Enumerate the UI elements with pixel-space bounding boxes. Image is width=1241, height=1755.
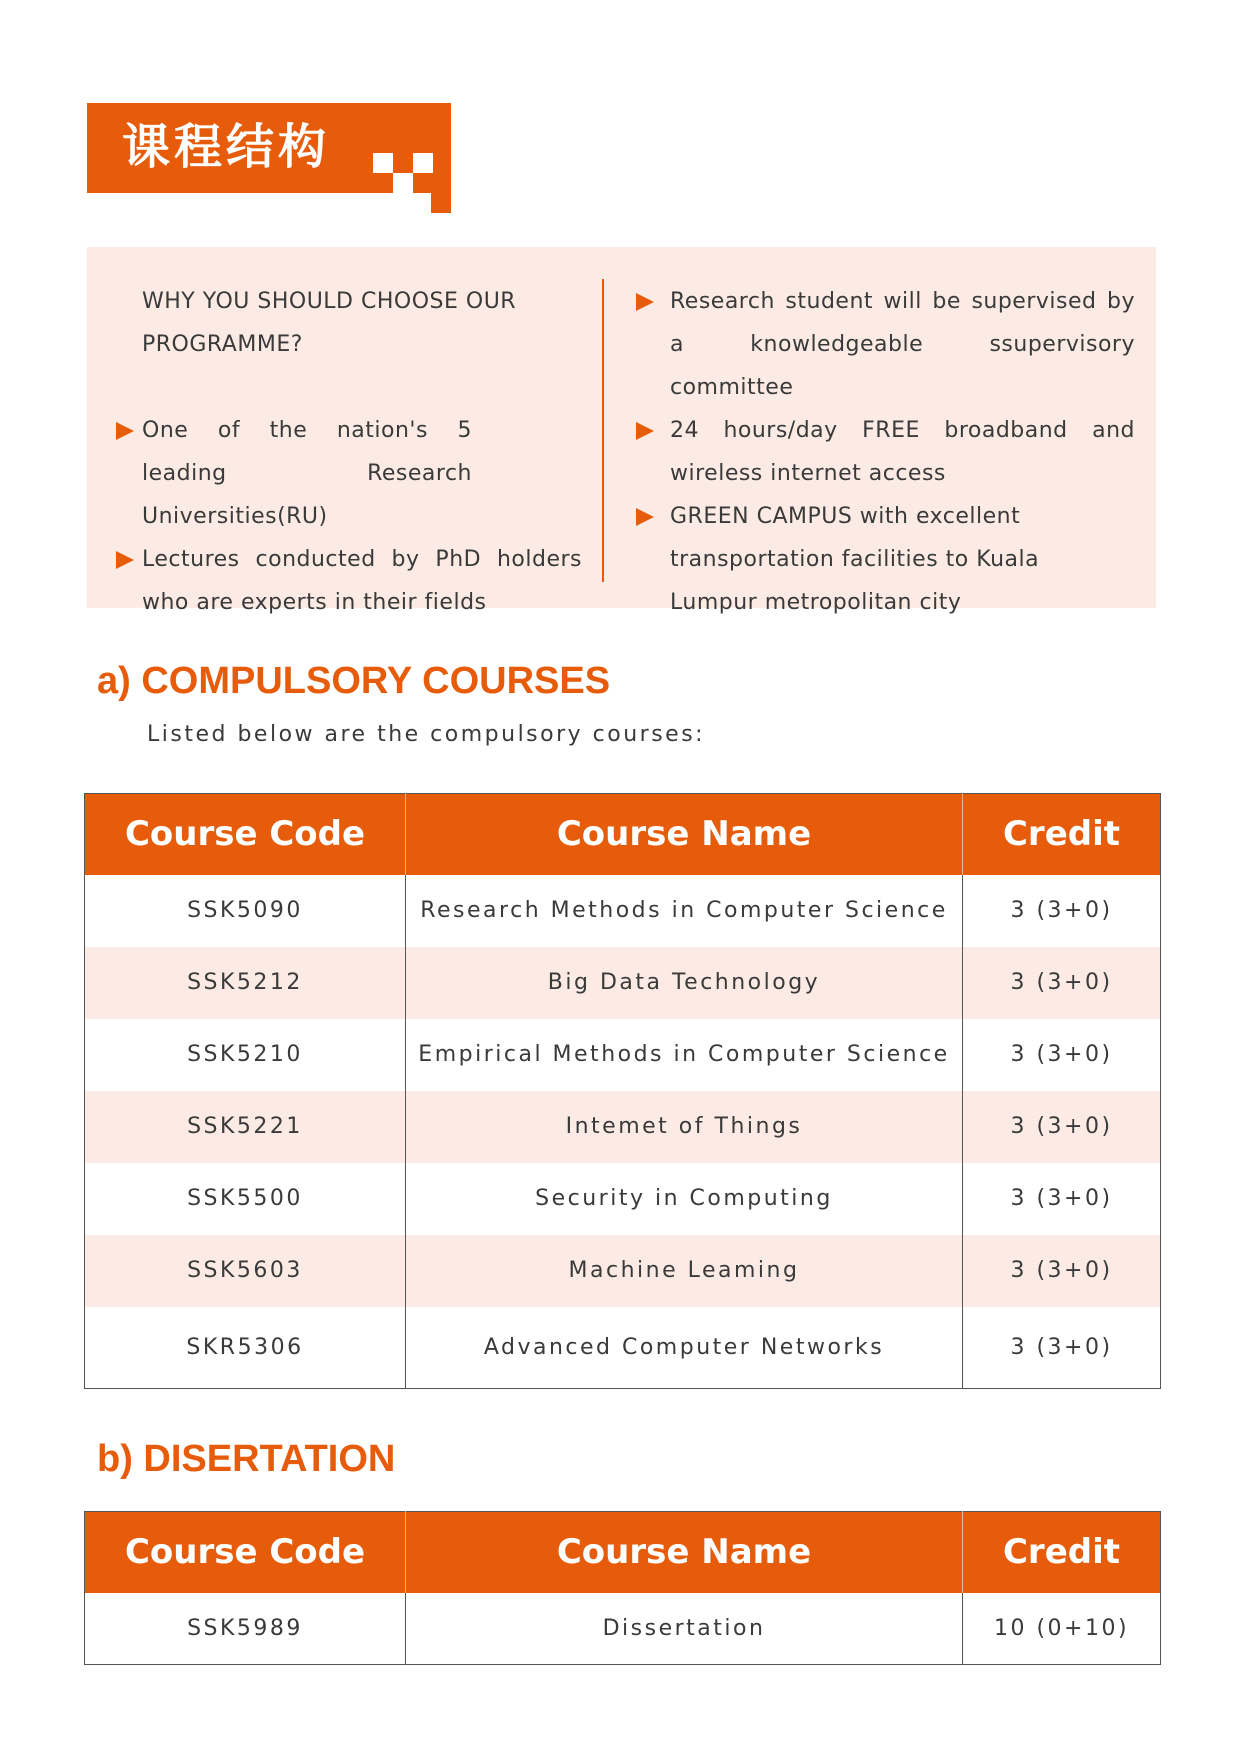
course-name: Intemet of Things [406, 1091, 963, 1163]
table-row [85, 947, 1161, 1019]
course-code: SSK5221 [85, 1091, 406, 1163]
triangle-bullet-icon [636, 508, 654, 526]
triangle-bullet-icon [636, 422, 654, 440]
compulsory-subtext: Listed below are the compulsory courses: [147, 722, 706, 747]
table-row [85, 1593, 1161, 1665]
intro-heading: WHY YOU SHOULD CHOOSE OUR PROGRAMME? [142, 289, 517, 357]
intro-bullet-text: Research student will be supervised by a knowledgeable ssupervisory committee [670, 289, 1135, 400]
course-name: Big Data Technology [406, 947, 963, 1019]
course-code: SSK5500 [85, 1163, 406, 1235]
table-row [85, 875, 1161, 947]
course-credit: 3 (3+0) [1010, 1042, 1113, 1067]
course-credit: 3 (3+0) [963, 1091, 1161, 1163]
table-header-row [85, 1512, 1161, 1593]
info-right-column [670, 280, 1135, 624]
table-row [85, 1307, 1161, 1389]
course-name: Advanced Computer Networks [406, 1307, 963, 1389]
column-header-name: Course Name [406, 1512, 963, 1593]
triangle-bullet-icon [636, 293, 654, 311]
course-code: SSK5989 [85, 1593, 406, 1665]
page-title: 课程结构 [122, 119, 331, 175]
course-name: Empirical Methods in Computer Science [406, 1019, 963, 1091]
triangle-bullet-icon [116, 551, 134, 569]
course-credit: 3 (3+0) [1010, 1334, 1113, 1360]
column-header-code: Course Code [85, 1512, 406, 1593]
table-row [85, 1091, 1161, 1163]
course-name: Machine Leaming [406, 1235, 963, 1307]
course-credit: 10 (0+10) [993, 1615, 1130, 1641]
info-left-column [142, 280, 582, 624]
column-header-name: Course Name [406, 794, 963, 875]
course-code: SSK5603 [85, 1235, 406, 1307]
dissertation-heading: b) DISERTATION [97, 1438, 396, 1480]
table-row [85, 1235, 1161, 1307]
column-header-credit: Credit [963, 1512, 1161, 1593]
column-header-credit: Credit [963, 794, 1161, 875]
info-divider [602, 279, 604, 582]
triangle-bullet-icon [116, 422, 134, 440]
course-credit: 3 (3+0) [1010, 898, 1113, 923]
course-code: SSK5210 [85, 1019, 406, 1091]
intro-bullet [142, 409, 582, 538]
intro-bullet-text: One of the nation's 5 leading Research Universities(RU) [142, 418, 472, 529]
intro-bullet [142, 538, 582, 624]
table-row [85, 1163, 1161, 1235]
dissertation-table [84, 1511, 1161, 1665]
course-name: Security in Computing [406, 1163, 963, 1235]
intro-bullet-text: Lectures conducted by PhD holders who are experts in their fields [142, 547, 582, 615]
intro-bullet [670, 409, 1135, 495]
intro-bullet [670, 495, 1135, 624]
course-code: SKR5306 [85, 1307, 406, 1389]
course-name: Dissertation [406, 1593, 963, 1665]
intro-bullet-text: 24 hours/day FREE broadband and wireless internet access [670, 418, 1135, 486]
compulsory-heading: a) COMPULSORY COURSES [97, 660, 611, 702]
course-code: SSK5212 [85, 947, 406, 1019]
intro-bullet-text: GREEN CAMPUS with excellent transportation facilities to Kuala Lumpur metropolitan city [670, 504, 1040, 615]
course-credit: 3 (3+0) [963, 1235, 1161, 1307]
course-code: SSK5090 [85, 875, 406, 947]
column-header-code: Course Code [85, 794, 406, 875]
table-header-row [85, 794, 1161, 875]
intro-bullet [670, 280, 1135, 409]
table-row [85, 1019, 1161, 1091]
course-name: Research Methods in Computer Science [406, 875, 963, 947]
compulsory-table [84, 793, 1161, 1389]
course-credit: 3 (3+0) [963, 947, 1161, 1019]
course-credit: 3 (3+0) [1010, 1186, 1113, 1211]
